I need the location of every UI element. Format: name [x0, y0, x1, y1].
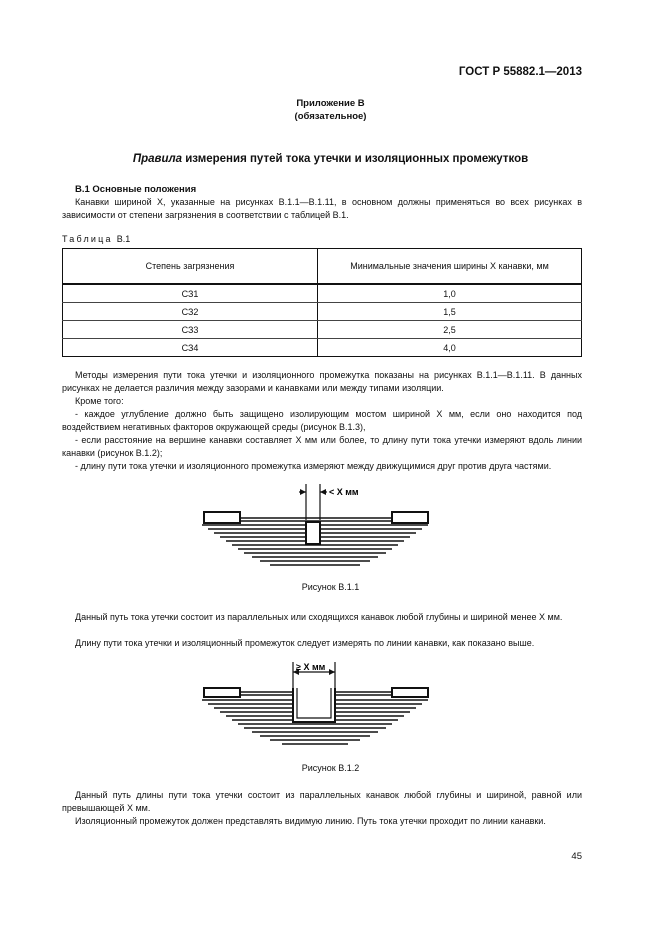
title-italic: Правила	[132, 153, 183, 165]
paragraph-5	[62, 434, 582, 460]
table-cell-value: 1,5	[318, 303, 582, 321]
paragraph-3	[62, 395, 582, 408]
paragraph-3-text: Кроме того:	[75, 396, 124, 406]
table-row	[63, 284, 582, 303]
table-cell-degree: СЗ3	[63, 321, 318, 339]
paragraph-10	[62, 815, 582, 828]
figure-caption-2: Рисунок В.1.2	[301, 763, 360, 773]
left-plate	[204, 688, 240, 697]
annex-title: Приложение В	[296, 98, 365, 109]
pollution-table	[62, 248, 582, 357]
section-title	[0, 153, 661, 165]
table-caption	[62, 234, 130, 244]
figure-b-1-1	[200, 484, 430, 576]
left-plate	[204, 512, 240, 523]
table-header-width: Минимальные значения ширины X канавки, мм	[318, 249, 582, 285]
table-cell-value: 2,5	[318, 321, 582, 339]
table-cell-value: 1,0	[318, 284, 582, 303]
section-heading: В.1 Основные положения	[75, 184, 197, 195]
table-row	[63, 321, 582, 339]
paragraph-6-text: - длину пути тока утечки и изоляционного промежутка измеряют между движущимися друг против друга частями.	[75, 461, 552, 471]
right-plate	[392, 688, 428, 697]
paragraph-2	[62, 369, 582, 395]
page-number: 45	[571, 851, 582, 862]
dim-label-2: ≥ X мм	[296, 662, 326, 672]
paragraph-4	[62, 408, 582, 434]
figure-b-1-2	[200, 660, 430, 758]
groove	[306, 522, 320, 544]
dim-label-1: < X мм	[329, 487, 359, 497]
table-cell-degree: СЗ2	[63, 303, 318, 321]
paragraph-10-text: Изоляционный промежуток должен представлять видимую линию. Путь тока утечки проходит по линии канавки.	[75, 816, 546, 826]
table-row	[63, 339, 582, 357]
table-caption-number: В.1	[116, 234, 131, 244]
paragraph-1-text: Канавки шириной X, указанные на рисунках В.1.1—В.1.11, в основном должны применяться во всех рисунках в зависимости от степени загрязнения в соответствии с таблицей В.1.	[62, 197, 582, 221]
figure-caption-1: Рисунок В.1.1	[301, 582, 360, 592]
paragraph-1	[62, 196, 582, 222]
paragraph-2-text: Методы измерения пути тока утечки и изоляционного промежутка показаны на рисунках В.1.1—В.1.11. В данных рисунках не делается различия между зазорами и канавками или между типами изоляции.	[62, 370, 582, 394]
right-plate	[392, 512, 428, 523]
document-code: ГОСТ Р 55882.1—2013	[458, 66, 582, 78]
paragraph-7	[62, 611, 582, 624]
paragraph-7-text: Данный путь тока утечки состоит из параллельных или сходящихся канавок любой глубины и шириной менее X мм.	[75, 612, 563, 622]
paragraph-8	[62, 637, 582, 650]
paragraph-5-text: - если расстояние на вершине канавки составляет X мм или более, то длину пути тока утечки измеряют вдоль линии канавки (рисунок В.1.2);	[62, 435, 582, 459]
table-cell-degree: СЗ1	[63, 284, 318, 303]
table-cell-value: 4,0	[318, 339, 582, 357]
paragraph-6	[62, 460, 582, 473]
title-rest: измерения путей тока утечки и изоляционных промежутков	[182, 153, 529, 165]
table-caption-label: Таблица	[62, 234, 113, 244]
table-cell-degree: СЗ4	[63, 339, 318, 357]
paragraph-8-text: Длину пути тока утечки и изоляционный промежуток следует измерять по линии канавки, как показано выше.	[75, 638, 535, 648]
paragraph-4-text: - каждое углубление должно быть защищено изолирующим мостом шириной X мм, если оно находится под воздействием негативных факторов окружающей среды (рисунок В.1.3),	[62, 409, 582, 433]
table-row	[63, 303, 582, 321]
paragraph-9	[62, 789, 582, 815]
annex-status: (обязательное)	[294, 111, 367, 122]
table-header-degree: Степень загрязнения	[63, 249, 318, 285]
paragraph-9-text: Данный путь длины пути тока утечки состоит из параллельных канавок любой глубины и шириной, равной или превышающей X мм.	[62, 790, 582, 814]
